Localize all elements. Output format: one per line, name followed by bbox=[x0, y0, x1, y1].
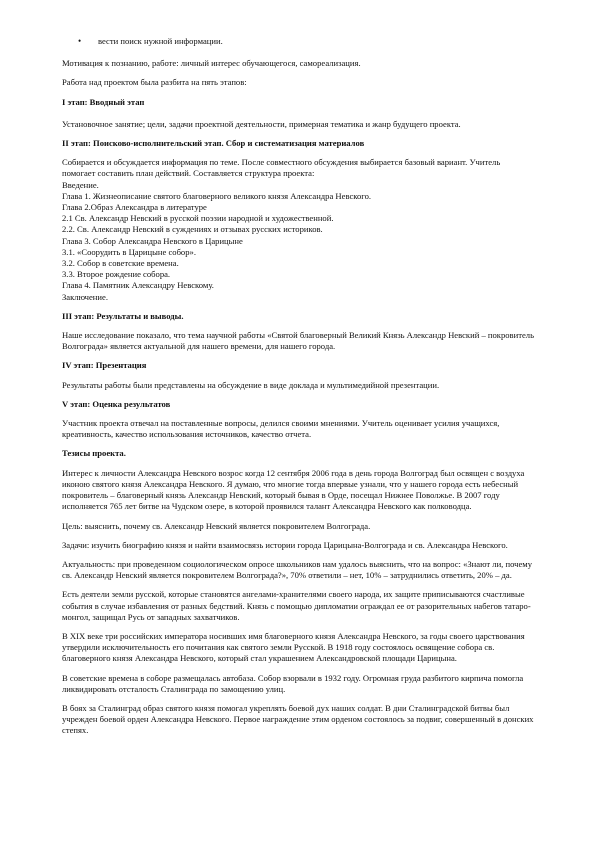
theses-paragraph: Есть деятели земли русской, которые становятся ангелами-хранителями своего народа, их защите приписываются счастливые события в случае избавления от разных бедствий. Князь с помощью дипломатии ограждал ее от разорительных набегов татаро-монгол, защищал Русь от западных захватчиков. bbox=[62, 589, 531, 622]
stage2-text: Собирается и обсуждается информация по теме. После совместного обсуждения выбирается базовый вариант. Учитель помогает составить план действий. Составляется структура проекта: bbox=[62, 157, 501, 179]
structure-item: 3.1. «Соорудить в Царицыне собор». bbox=[62, 246, 196, 257]
theses-paragraph: В XIX веке три российских императора носивших имя благоверного князя Александра Невского, за годы своего царствования утвердили исключительность его почитания как святого земли Русской. В 1918 году состоялось освящение собора св. благоверного князя Александра Невского, который стал украшением Александровской площади Царицына. bbox=[62, 630, 525, 664]
structure-item: 2.1 Св. Александр Невский в русской поэзии народной и художественной. bbox=[62, 213, 334, 224]
stage4-title: IV этап: Презентация bbox=[62, 360, 147, 371]
stage5-text: Участник проекта отвечал на поставленные вопросы, делился своими мнениями. Учитель оценивает усилия учащихся, креативность, качество использования источников, качество отчета. bbox=[62, 418, 500, 440]
theses-paragraph: Задачи: изучить биографию князя и найти взаимосвязь истории города Царицына-Волгограда и св. Александра Невского. bbox=[62, 539, 508, 550]
project-structure-list bbox=[62, 180, 535, 303]
theses-paragraph: В боях за Сталинград образ святого князя помогал укреплять боевой дух наших солдат. В дни Сталинградской битвы был учрежден боевой орден Александра Невского. Первое награждение этим орденом состоялось за подвиг, совершенный в донских степях. bbox=[62, 702, 534, 736]
stage1-title: I этап: Вводный этап bbox=[62, 96, 145, 107]
structure-item: Глава 4. Памятник Александру Невскому. bbox=[62, 280, 214, 291]
motivation-text: Мотивация к познанию, работе: личный интерес обучающегося, самореализация. bbox=[62, 58, 361, 69]
stages-intro: Работа над проектом была разбита на пять этапов: bbox=[62, 77, 247, 88]
structure-item: Глава 2.Образ Александра в литературе bbox=[62, 202, 207, 213]
structure-item: 3.2. Собор в советские времена. bbox=[62, 258, 179, 269]
stage1-text: Установочное занятие; цели, задачи проектной деятельности, примерная тематика и жанр будущего проекта. bbox=[62, 118, 461, 129]
structure-item: Заключение. bbox=[62, 291, 108, 302]
bullet-item bbox=[78, 36, 535, 47]
stage3-text: Наше исследование показало, что тема научной работы «Святой благоверный Великий Князь Александр Невский – покровитель Волгограда» является актуальной для нашего времени, для нашего города. bbox=[62, 330, 534, 352]
theses-paragraph: Цель: выяснить, почему св. Александр Невский является покровителем Волгограда. bbox=[62, 520, 371, 531]
theses-paragraph: Актуальность: при проведенном социологическом опросе школьников нам удалось выяснить, что на вопрос: «Знают ли, почему св. Александр Невский является покровителем Волгограда?», 70% ответили – нет, 10% – затруднились ответить, 20% – да. bbox=[62, 558, 533, 581]
structure-item: Введение. bbox=[62, 179, 99, 190]
structure-item: Глава 1. Жизнеописание святого благоверного великого князя Александра Невского. bbox=[62, 190, 372, 201]
stage3-title: III этап: Результаты и выводы. bbox=[62, 310, 184, 321]
structure-item: Глава 3. Собор Александра Невского в Царицыне bbox=[62, 235, 243, 246]
structure-item: 2.2. Св. Александр Невский в суждениях и отзывах русских историков. bbox=[62, 224, 323, 235]
theses-paragraph: В советские времена в соборе размещалась автобаза. Собор взорвали в 1932 году. Огромная груда разбитого кирпича помогла ликвидировать отсталость Сталинграда по замощению улиц. bbox=[62, 672, 524, 694]
bullet-symbol: • bbox=[78, 36, 82, 46]
theses-title: Тезисы проекта. bbox=[62, 448, 126, 459]
bullet-text: вести поиск нужной информации. bbox=[98, 36, 223, 46]
stage5-title: V этап: Оценка результатов bbox=[62, 398, 171, 409]
stage4-text: Результаты работы были представлены на обсуждение в виде доклада и мультимедийной презентации. bbox=[62, 379, 440, 390]
theses-paragraph: Интерес к личности Александра Невского возрос когда 12 сентября 2006 года в день города Волгоград был освящен с воздуха иконою святого князя Александра Невского. Я думаю, что многие тогда впервые узнали, что у нашего города есть небесный покровитель – благоверный князь Александр Невский, который бывая в Орде, посещал Нижнее Поволжье. В 2007 году исполняется 765 лет битве на Чудском озере, в которой проявился талант Александра Невского как полководца. bbox=[62, 467, 525, 512]
stage2-title: II этап: Поисково-исполнительский этап. Сбор и систематизация материалов bbox=[62, 138, 365, 149]
structure-item: 3.3. Второе рождение собора. bbox=[62, 269, 171, 280]
